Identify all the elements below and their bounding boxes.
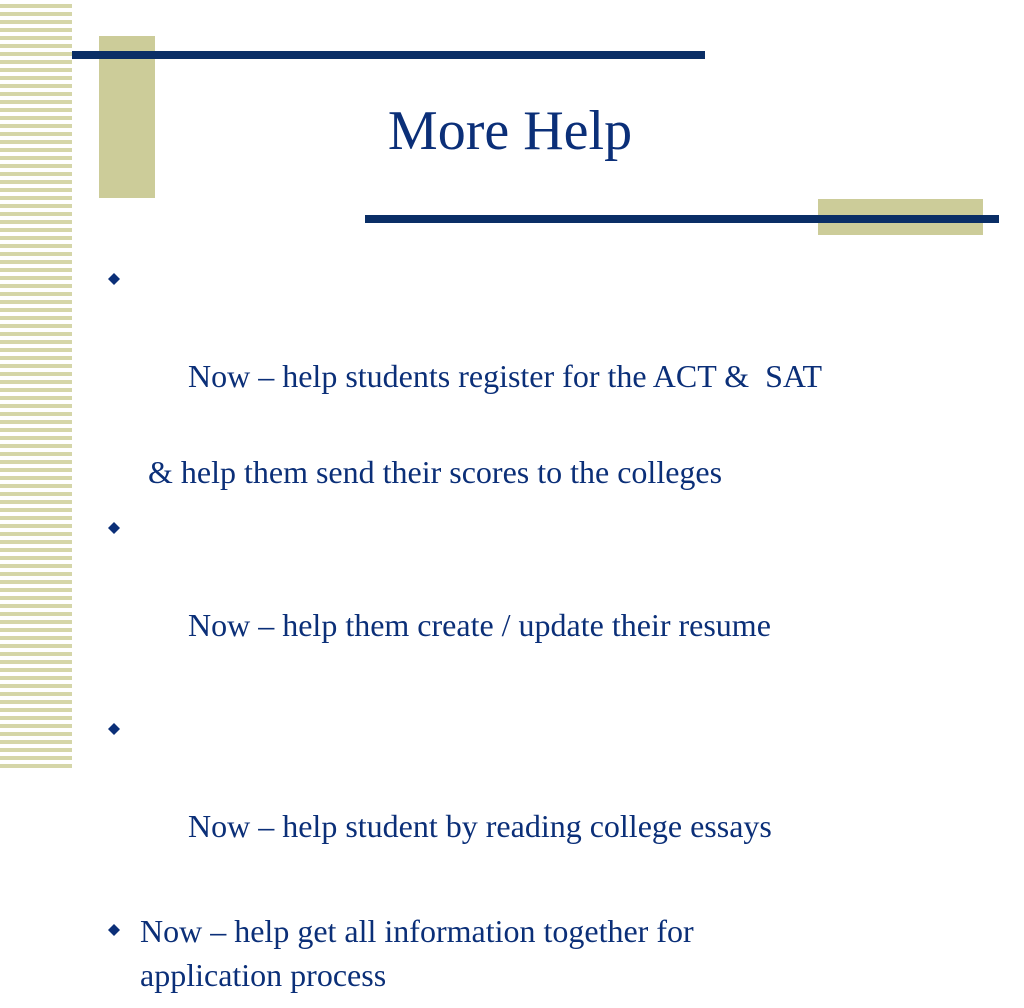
diamond-bullet-icon — [108, 924, 120, 936]
diamond-bullet-icon — [108, 723, 120, 735]
bullet-text: Now – help student by reading college essays — [188, 808, 772, 844]
bullet-text-line-2: application process — [140, 957, 387, 993]
bullet-text: Now – help students register for the ACT & SAT — [188, 358, 823, 394]
decorative-navy-bar-top — [72, 51, 705, 59]
bullet-continuation: & help them send their scores to the colleges — [140, 454, 723, 490]
bullet-text: Now – help them create / update their resume — [188, 607, 771, 643]
bullet-item-3 — [104, 706, 984, 898]
diamond-bullet-icon — [108, 273, 120, 285]
bullet-item-1 — [104, 256, 984, 448]
bullet-text: Now – help get all information together for — [140, 913, 694, 949]
decorative-tan-block-top — [99, 36, 155, 198]
bullet-item-2 — [104, 505, 984, 697]
bullet-list — [104, 256, 984, 1008]
diamond-bullet-icon — [108, 522, 120, 534]
bullet-item-4 — [104, 907, 984, 999]
slide-title: More Help — [387, 100, 633, 162]
decorative-navy-bar-bottom — [365, 215, 999, 223]
decorative-stripes — [0, 0, 72, 768]
